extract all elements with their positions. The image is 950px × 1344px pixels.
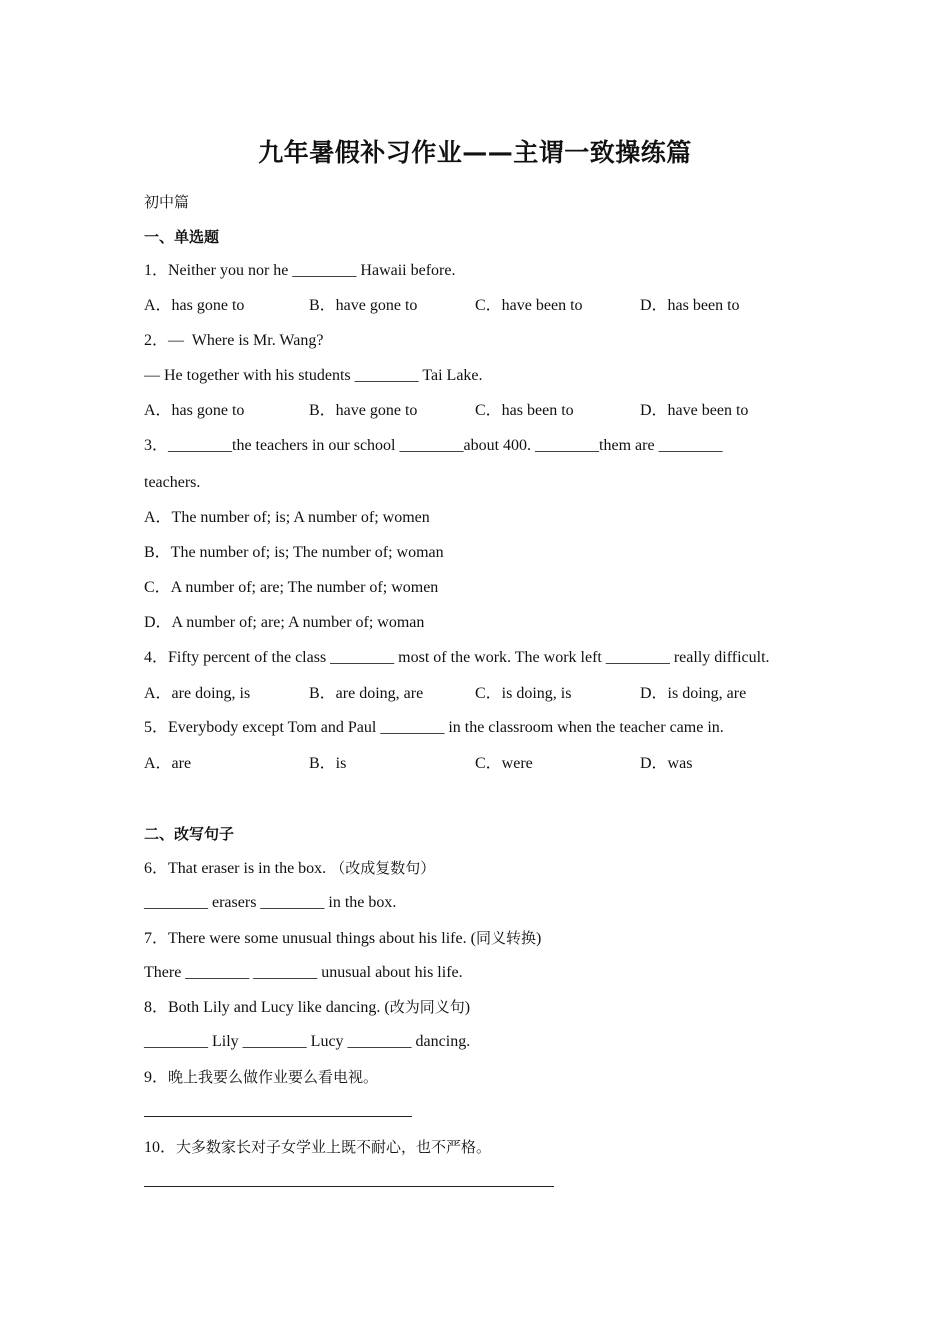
question-2-stem: 2．— Where is Mr. Wang? bbox=[144, 332, 324, 349]
question-8-answer-line: ________ Lily ________ Lucy ________ dancing. bbox=[144, 1033, 471, 1050]
question-9-text: 晚上我要么做作业要么看电视。 bbox=[168, 1068, 379, 1086]
question-3-option-d: D．A number of; are; A number of; woman bbox=[144, 614, 425, 631]
question-2-option-c: C．has been to bbox=[475, 402, 574, 419]
question-1-stem: 1．Neither you nor he ________ Hawaii before. bbox=[144, 262, 456, 279]
question-7-stem bbox=[144, 928, 541, 949]
question-9-answer-rule bbox=[144, 1116, 412, 1117]
question-8-stem bbox=[144, 997, 470, 1018]
question-8-instruction: 改为同义句 bbox=[389, 998, 465, 1016]
question-1-option-d: D．has been to bbox=[640, 297, 740, 314]
question-2-option-a: A．has gone to bbox=[144, 402, 245, 419]
question-5-option-c: C．were bbox=[475, 755, 533, 772]
question-10-number: 10． bbox=[144, 1139, 177, 1156]
question-2-stem-line2: — He together with his students ________ Tai Lake. bbox=[144, 367, 483, 384]
question-6-stem bbox=[144, 858, 435, 879]
section-heading-multiple-choice: 一、单选题 bbox=[144, 228, 220, 246]
question-7-stem-en: 7．There were some unusual things about his life. ( bbox=[144, 930, 476, 947]
question-8-stem-en: 8．Both Lily and Lucy like dancing. ( bbox=[144, 999, 390, 1016]
question-1-option-b: B．have gone to bbox=[309, 297, 418, 314]
question-1-option-a: A．has gone to bbox=[144, 297, 245, 314]
question-5-option-a: A．are bbox=[144, 755, 192, 772]
question-5-stem: 5．Everybody except Tom and Paul ________ in the classroom when the teacher came in. bbox=[144, 719, 724, 736]
question-6-stem-en: 6．That eraser is in the box. bbox=[144, 860, 327, 877]
question-3-option-b: B．The number of; is; The number of; woman bbox=[144, 544, 444, 561]
page-title: 九年暑假补习作业——主谓一致操练篇 bbox=[258, 138, 692, 167]
question-3-stem: 3．________the teachers in our school ________about 400. ________them are ________ bbox=[144, 437, 723, 454]
question-10-stem bbox=[144, 1137, 491, 1158]
question-3-option-a: A．The number of; is; A number of; women bbox=[144, 509, 430, 526]
question-3-option-c: C．A number of; are; The number of; women bbox=[144, 579, 439, 596]
question-10-text: 大多数家长对子女学业上既不耐心，也不严格。 bbox=[176, 1138, 492, 1156]
question-5-option-d: D．was bbox=[640, 755, 693, 772]
question-7-stem-end: ) bbox=[535, 930, 542, 947]
question-4-option-d: D．is doing, are bbox=[640, 685, 747, 702]
question-8-stem-end: ) bbox=[464, 999, 471, 1016]
question-10-answer-rule bbox=[144, 1186, 554, 1187]
question-9-number: 9． bbox=[144, 1069, 169, 1086]
question-7-answer-line: There ________ ________ unusual about his life. bbox=[144, 964, 463, 981]
question-4-stem: 4．Fifty percent of the class ________ most of the work. The work left ________ really difficult. bbox=[144, 649, 770, 666]
question-9-stem bbox=[144, 1067, 378, 1088]
question-6-instruction: （改成复数句） bbox=[330, 859, 436, 877]
question-4-option-c: C．is doing, is bbox=[475, 685, 572, 702]
question-2-option-d: D．have been to bbox=[640, 402, 749, 419]
question-5-option-b: B．is bbox=[309, 755, 347, 772]
subtitle: 初中篇 bbox=[144, 193, 190, 211]
section-heading-rewrite: 二、改写句子 bbox=[144, 825, 235, 843]
question-3-stem-line2: teachers. bbox=[144, 474, 201, 491]
question-7-instruction: 同义转换 bbox=[475, 929, 536, 947]
question-4-option-b: B．are doing, are bbox=[309, 685, 424, 702]
question-4-option-a: A．are doing, is bbox=[144, 685, 251, 702]
question-1-option-c: C．have been to bbox=[475, 297, 583, 314]
question-2-option-b: B．have gone to bbox=[309, 402, 418, 419]
question-6-answer-line: ________ erasers ________ in the box. bbox=[144, 894, 397, 911]
